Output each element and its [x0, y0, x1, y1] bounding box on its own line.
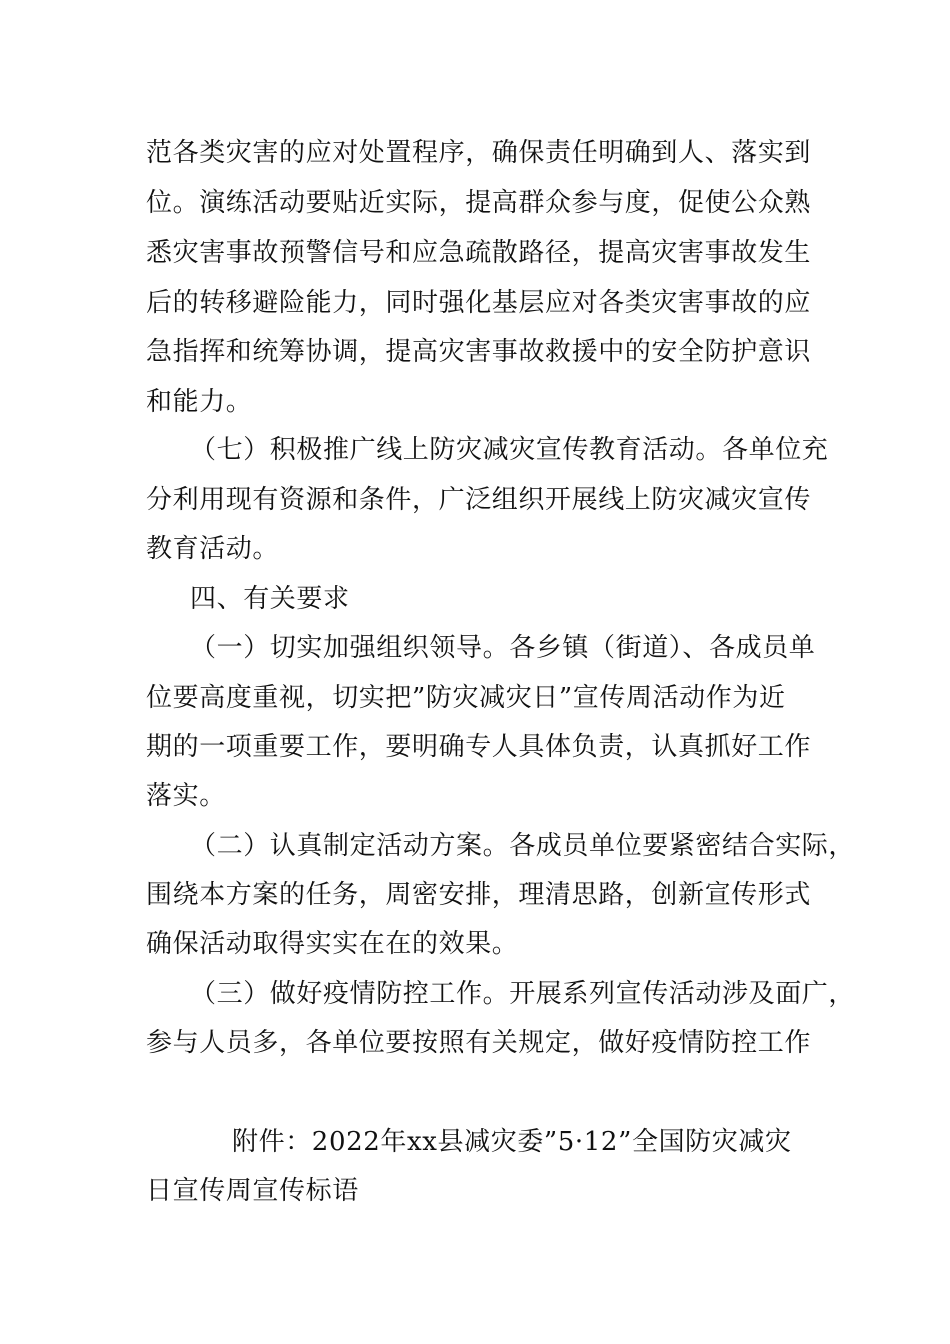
- paragraph-line: 落实。: [146, 781, 226, 811]
- paragraph-line: 和能力。: [146, 387, 253, 417]
- paragraph-line: 分利用现有资源和条件，广泛组织开展线上防灾减灾宣传: [146, 485, 812, 515]
- paragraph-line: 后的转移避险能力，同时强化基层应对各类灾害事故的应: [146, 288, 812, 318]
- paragraph-line: （三）做好疫情防控工作。开展系列宣传活动涉及面广，: [190, 979, 856, 1009]
- paragraph-line: 悉灾害事故预警信号和应急疏散路径，提高灾害事故发生: [146, 238, 812, 268]
- paragraph-line: 范各类灾害的应对处置程序，确保责任明确到人、落实到: [146, 138, 812, 168]
- section-heading: 四、有关要求: [190, 584, 350, 614]
- attachment-line: 附件：2022年xx县减灾委”5·12”全国防灾减灾: [232, 1127, 792, 1157]
- paragraph-line: 期的一项重要工作，要明确专人具体负责，认真抓好工作: [146, 732, 812, 762]
- paragraph-line: 急指挥和统筹协调，提高灾害事故救援中的安全防护意识: [146, 337, 812, 367]
- paragraph-line: 参与人员多，各单位要按照有关规定，做好疫情防控工作: [146, 1028, 812, 1058]
- paragraph-line: 围绕本方案的任务，周密安排，理清思路，创新宣传形式: [146, 880, 812, 910]
- paragraph-line: （二）认真制定活动方案。各成员单位要紧密结合实际，: [190, 831, 856, 861]
- attachment-line: 日宣传周宣传标语: [146, 1176, 359, 1206]
- paragraph-line: 确保活动取得实实在在的效果。: [146, 929, 519, 959]
- paragraph-line: （一）切实加强组织领导。各乡镇（街道）、各成员单: [190, 633, 816, 663]
- paragraph-line: （七）积极推广线上防灾减灾宣传教育活动。各单位充: [190, 435, 829, 465]
- paragraph-line: 位要高度重视，切实把”防灾减灾日”宣传周活动作为近: [146, 683, 786, 713]
- paragraph-line: 教育活动。: [146, 534, 280, 564]
- paragraph-line: 位。演练活动要贴近实际，提高群众参与度，促使公众熟: [146, 188, 812, 218]
